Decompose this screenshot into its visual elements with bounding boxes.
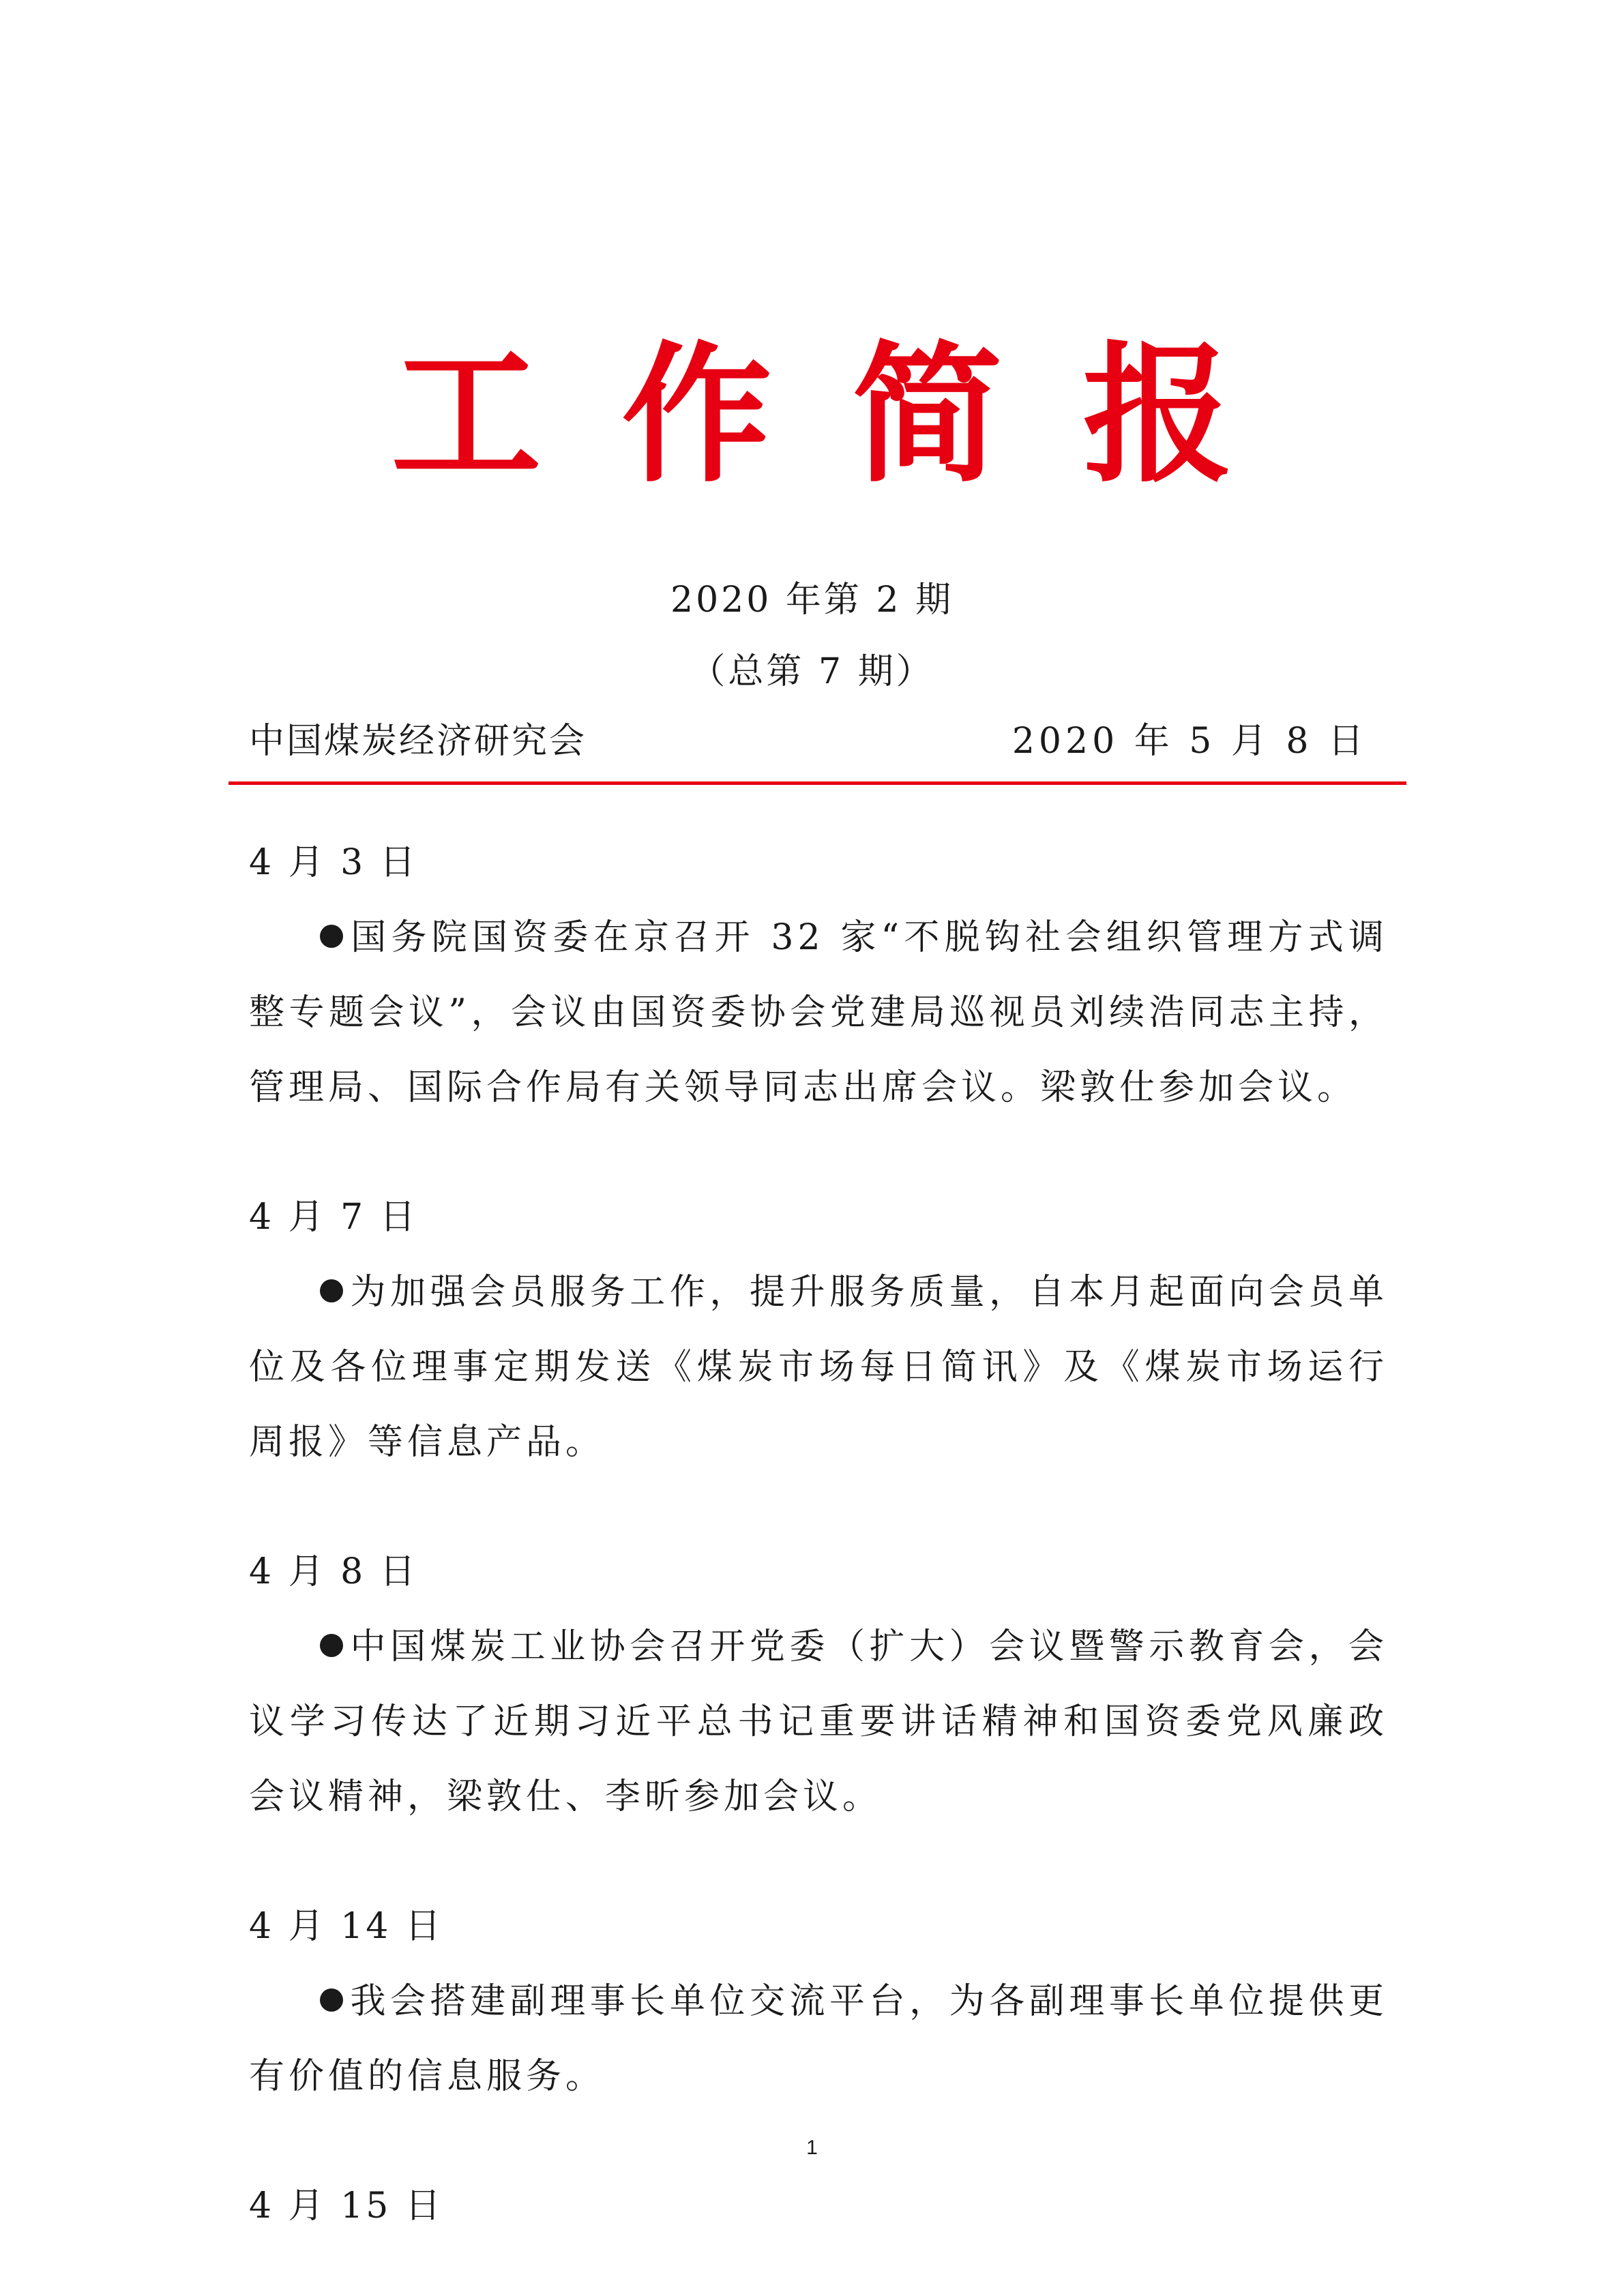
entry <box>249 825 1388 1125</box>
entry-date: 4 月 14 日 <box>249 1906 443 1947</box>
organization-name: 中国煤炭经济研究会 <box>249 721 587 762</box>
bullet-icon <box>320 1988 343 2012</box>
entry-text <box>249 1609 1388 1834</box>
bullet-icon <box>320 1634 343 1657</box>
entry-body: 我会搭建副理事长单位交流平台，为各副理事长单位提供更有价值的信息服务。 <box>249 1981 1388 2097</box>
entry-text <box>249 900 1388 1125</box>
entry-date: 4 月 8 日 <box>249 1551 418 1592</box>
masthead-title: 工作简报 <box>391 326 1314 503</box>
entry <box>249 1180 1388 1480</box>
header-row <box>249 717 1368 765</box>
entry-date: 4 月 15 日 <box>249 2186 443 2226</box>
bullet-icon <box>320 925 343 948</box>
entry-body: 中国煤炭工业协会召开党委（扩大）会议暨警示教育会，会议学习传达了近期习近平总书记重要讲话精神和国资委党风廉政会议精神，梁敦仕、李昕参加会议。 <box>249 1626 1388 1817</box>
issue-number: 2020 年第 2 期 <box>670 580 954 621</box>
page-number: 1 <box>806 2136 818 2159</box>
bullet-icon <box>320 1279 343 1302</box>
entry <box>249 1889 1388 2114</box>
entry <box>249 2168 1388 2243</box>
issue-total-number: （总第 7 期） <box>690 651 934 692</box>
entry-text <box>249 1255 1388 1480</box>
entry-date: 4 月 7 日 <box>249 1197 418 1238</box>
entry-body: 国务院国资委在京召开 32 家“不脱钩社会组织管理方式调整专题会议”，会议由国资委协会党建局巡视员刘续浩同志主持，管理局、国际合作局有关领导同志出席会议。梁敦仕参加会议。 <box>249 917 1388 1108</box>
issue-date: 2020 年 5 月 8 日 <box>1012 721 1368 762</box>
entry-body: 为加强会员服务工作，提升服务质量，自本月起面向会员单位及各位理事定期发送《煤炭市场每日简讯》及《煤炭市场运行周报》等信息产品。 <box>249 1272 1388 1463</box>
header-divider <box>228 781 1406 785</box>
entry-text <box>249 1964 1388 2114</box>
entries-list <box>249 825 1388 2243</box>
entry <box>249 1534 1388 1834</box>
entry-date: 4 月 3 日 <box>249 842 418 883</box>
